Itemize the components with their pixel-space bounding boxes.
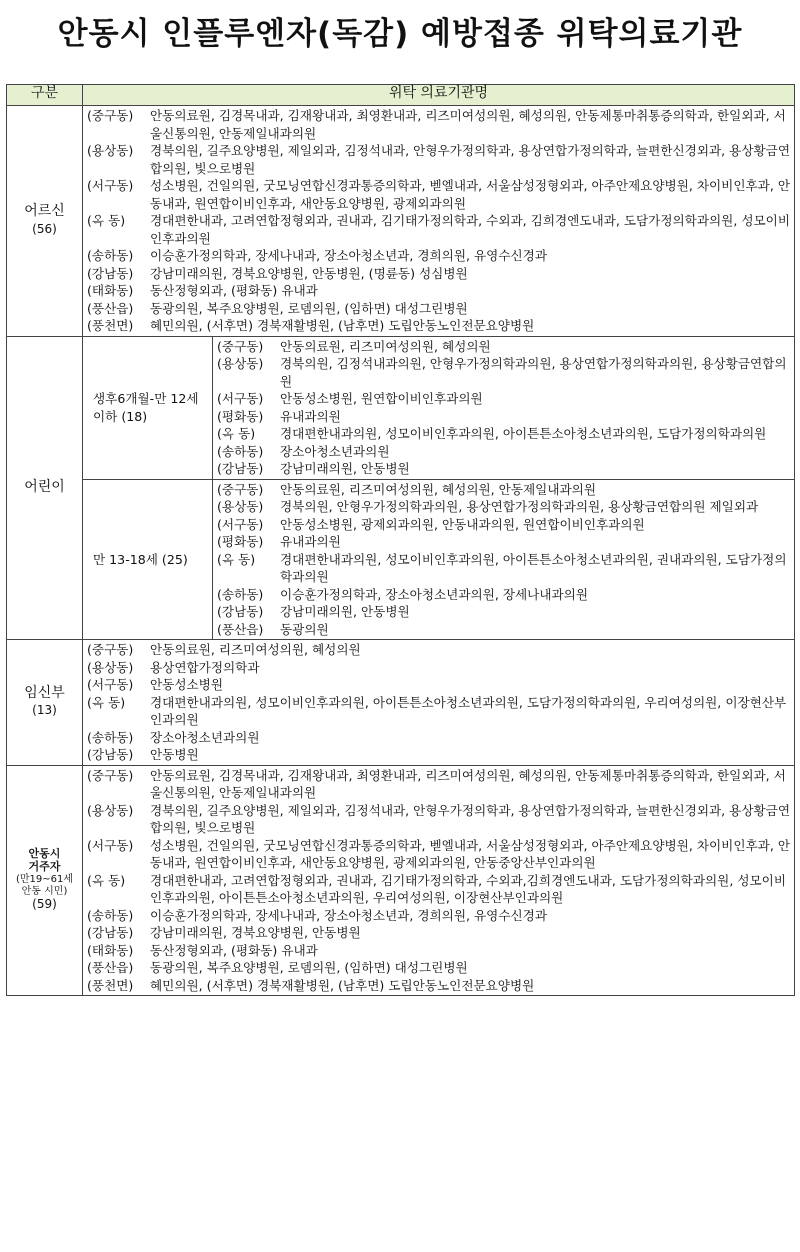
district-row [217,338,791,356]
district-row [87,676,791,694]
category-label-3: (만19~61세 [15,874,74,886]
district-label: (용상동) [87,802,134,818]
district-row [87,265,791,283]
category-count: (13) [32,703,57,718]
district-row [217,481,791,499]
district-row [217,533,791,551]
district-row [87,142,791,177]
category-label: 어르신 [24,203,65,220]
district-row [87,959,791,977]
section-children-a [7,336,795,479]
institution-names: 안동의료원, 리즈미여성의원, 혜성의원 [280,338,491,354]
district-label: (송하동) [87,907,134,923]
institution-names: 안동의료원, 김경목내과, 김재왕내과, 최영환내과, 리즈미여성의원, 혜성의원, 안동제통마취통증의학과, 한일외과, 서울신통의원, 안동제일내과의원 [150,767,786,800]
district-row [87,641,791,659]
institution-names: 경북의원, 안형우가정의학과의원, 용상연합가정의학과의원, 용상황금연합의원 제일외과 [280,499,759,514]
district-row [87,802,791,837]
district-row [87,212,791,247]
category-label: 임신부 [24,684,65,701]
institution-names: 강남미래의원, 안동병원 [280,461,410,476]
district-label: (용상동) [87,659,134,675]
section-residents [7,765,795,996]
section-pregnant [7,640,795,766]
institution-names: 안동병원 [150,747,199,762]
district-row [87,746,791,764]
district-label: (풍산읍) [87,300,134,316]
institution-names: 경북의원, 길주요양병원, 제일외과, 김정석내과, 안형우가정의학과, 용상연합가정의학과, 늘편한신경외과, 용상황금연합의원, 빛으로병원 [150,143,790,176]
district-label: (태화동) [87,283,134,298]
institution-names: 혜민의원, (서후면) 경북재활병원, (남후면) 도립안동노인전문요양병원 [150,977,535,993]
district-row [87,767,791,802]
category-residents [7,765,83,996]
category-label-4: 안동 시민) [21,886,68,898]
district-row [87,282,791,300]
district-label: (강남동) [87,265,134,281]
district-row [217,425,791,443]
district-row [87,659,791,677]
institution-names: 경대편한내과, 고려연합정형외과, 권내과, 김기태가정의학과, 수외과, 김희경엔도내과, 도담가정의학과의원, 성모이비인후과의원 [150,213,790,246]
institution-names: 강남미래의원, 안동병원 [280,604,410,619]
district-label: (강남동) [87,747,134,762]
district-label: (용상동) [87,143,134,158]
institution-names: 성소병원, 건일의원, 굿모닝연합신경과통증의학과, 벧엘내과, 서울삼성정형외과, 아주안제요양병원, 차이비인후과, 안동내과, 원연합이비인후과, 새안동요양병원, 광제외과의원, 안동중앙산부인과의원 [150,837,790,870]
institution-names: 성소병원, 건일의원, 굿모닝연합신경과통증의학과, 벧엘내과, 서울삼성정형외과, 아주안제요양병원, 차이비인후과, 안동내과, 원연합이비인후과, 새안동요양병원, 광제외과의원 [150,178,790,211]
institution-names: 장소아청소년과의원 [150,729,260,745]
institution-names: 경대편한내과의원, 성모이비인후과의원, 아이튼튼소아청소년과의원, 권내과의원, 도담가정의학과의원 [280,551,787,584]
district-row [217,516,791,534]
institution-names: 유내과의원 [280,534,341,549]
district-row [87,300,791,318]
district-label: (태화동) [87,942,134,958]
district-label: (중구동) [87,767,134,783]
district-row [217,408,791,426]
district-row [87,317,791,335]
category-label-1: 안동시 [28,847,61,861]
header-category: 구분 [7,85,83,106]
category-label: 어린이 [24,479,65,495]
children-a-list [213,336,795,479]
institution-names: 이승훈가정의학과, 장세나내과, 장소아청소년과, 경희의원, 유영수신경과 [150,248,547,263]
district-row [87,729,791,747]
district-label: (강남동) [217,604,264,619]
district-row [217,390,791,408]
district-label: (강남동) [217,461,264,476]
section-children-b [7,479,795,640]
header-institutions: 위탁 의료기관명 [83,85,795,106]
category-pregnant [7,640,83,766]
institution-names: 장소아청소년과의원 [280,443,390,459]
category-elderly [7,106,83,337]
district-label: (풍산읍) [87,960,134,975]
children-age-group-b: 만 13-18세 (25) [83,479,213,640]
page-title: 안동시 인플루엔자(독감) 예방접종 위탁의료기관 [57,16,743,52]
district-row [217,586,791,604]
district-row [87,872,791,907]
district-row [87,837,791,872]
district-label: (풍천면) [87,977,134,993]
district-label: (송하동) [217,586,264,602]
district-label: (중구동) [217,481,264,497]
district-label: (서구동) [217,391,264,406]
district-label: (용상동) [217,356,264,371]
district-label: (서구동) [87,837,134,853]
district-label: (용상동) [217,499,264,514]
institution-names: 용상연합가정의학과 [150,659,260,675]
institution-names: 경북의원, 김정석내과의원, 안형우가정의학과의원, 용상연합가정의학과의원, 용상황금연합의원 [280,356,787,389]
institution-names: 안동성소병원 [150,677,223,692]
district-row [217,621,791,639]
pregnant-list [83,640,795,766]
district-label: (풍산읍) [217,621,264,637]
institution-names: 경대편한내과의원, 성모이비인후과의원, 아이튼튼소아청소년과의원, 도담가정의학과의원, 우리여성의원, 이장현산부인과의원 [150,694,787,727]
institution-names: 동산정형외과, (평화동) 유내과 [150,942,318,958]
district-row [87,247,791,265]
district-label: (서구동) [87,178,134,193]
institution-names: 안동성소병원, 원연합이비인후과의원 [280,391,483,406]
district-label: (송하동) [87,729,134,745]
institution-names: 경대편한내과의원, 성모이비인후과의원, 아이튼튼소아청소년과의원, 도담가정의학과의원 [280,426,767,441]
district-label: (중구동) [87,108,134,123]
district-label: (서구동) [87,677,134,692]
district-row [87,107,791,142]
institution-names: 강남미래의원, 경북요양병원, 안동병원, (명륜동) 성심병원 [150,265,468,281]
district-label: (서구동) [217,516,264,532]
institution-names: 동광의원, 복주요양병원, 로뎀의원, (임하면) 대성그린병원 [150,960,468,975]
institution-names: 안동의료원, 리즈미여성의원, 혜성의원, 안동제일내과의원 [280,481,596,497]
district-row [217,551,791,586]
children-b-list [213,479,795,640]
category-children [7,336,83,640]
district-label: (송하동) [87,248,134,263]
institution-names: 강남미래의원, 경북요양병원, 안동병원 [150,925,361,940]
district-label: (중구동) [87,642,134,657]
institution-names: 안동의료원, 리즈미여성의원, 혜성의원 [150,642,361,657]
district-row [217,603,791,621]
institution-names: 유내과의원 [280,408,341,424]
category-label-2: 거주자 [28,860,61,874]
institution-names: 경대편한내과, 고려연합정형외과, 권내과, 김기태가정의학과, 수외과,김희경엔도내과, 도담가정의학과의원, 성모이비인후과의원, 아이튼튼소아청소년과의원, 우리여성의원, 이장현산부인과의원 [150,872,786,905]
header-row [7,85,795,106]
institution-table [6,84,795,996]
district-label: (강남동) [87,925,134,940]
district-row [87,177,791,212]
district-row [217,443,791,461]
category-count: (59) [32,897,57,912]
institution-names: 동광의원 [280,621,329,637]
district-label: (평화동) [217,408,264,424]
district-label: (옥 동) [87,694,126,710]
institution-names: 동광의원, 복주요양병원, 로뎀의원, (임하면) 대성그린병원 [150,300,468,316]
category-count: (56) [32,221,57,236]
district-label: (평화동) [217,534,264,549]
institution-names: 안동의료원, 김경목내과, 김재왕내과, 최영환내과, 리즈미여성의원, 혜성의원, 안동제통마취통증의학과, 한일외과, 서울신통의원, 안동제일내과의원 [150,108,786,141]
residents-list [83,765,795,996]
district-row [87,924,791,942]
institution-names: 이승훈가정의학과, 장소아청소년과의원, 장세나내과의원 [280,586,588,602]
institution-names: 동산정형외과, (평화동) 유내과 [150,283,318,298]
district-row [87,694,791,729]
district-label: (옥 동) [87,213,126,228]
district-label: (옥 동) [87,872,126,888]
institution-names: 이승훈가정의학과, 장세나내과, 장소아청소년과, 경희의원, 유영수신경과 [150,907,547,923]
district-label: (중구동) [217,338,264,354]
district-row [217,460,791,478]
district-row [217,355,791,390]
district-row [87,907,791,925]
district-label: (송하동) [217,443,264,459]
elderly-list [83,106,795,337]
district-row [87,942,791,960]
section-elderly [7,106,795,337]
district-row [217,498,791,516]
district-label: (옥 동) [217,551,256,567]
institution-names: 혜민의원, (서후면) 경북재활병원, (남후면) 도립안동노인전문요양병원 [150,318,535,333]
institution-names: 안동성소병원, 광제외과의원, 안동내과의원, 원연합이비인후과의원 [280,516,645,532]
district-label: (옥 동) [217,426,256,441]
institution-names: 경북의원, 길주요양병원, 제일외과, 김정석내과, 안형우가정의학과, 용상연합가정의학과, 늘편한신경외과, 용상황금연합의원, 빛으로병원 [150,802,790,835]
children-age-group-a: 생후6개월-만 12세 이하 (18) [83,336,213,479]
district-label: (풍천면) [87,318,134,333]
district-row [87,977,791,995]
